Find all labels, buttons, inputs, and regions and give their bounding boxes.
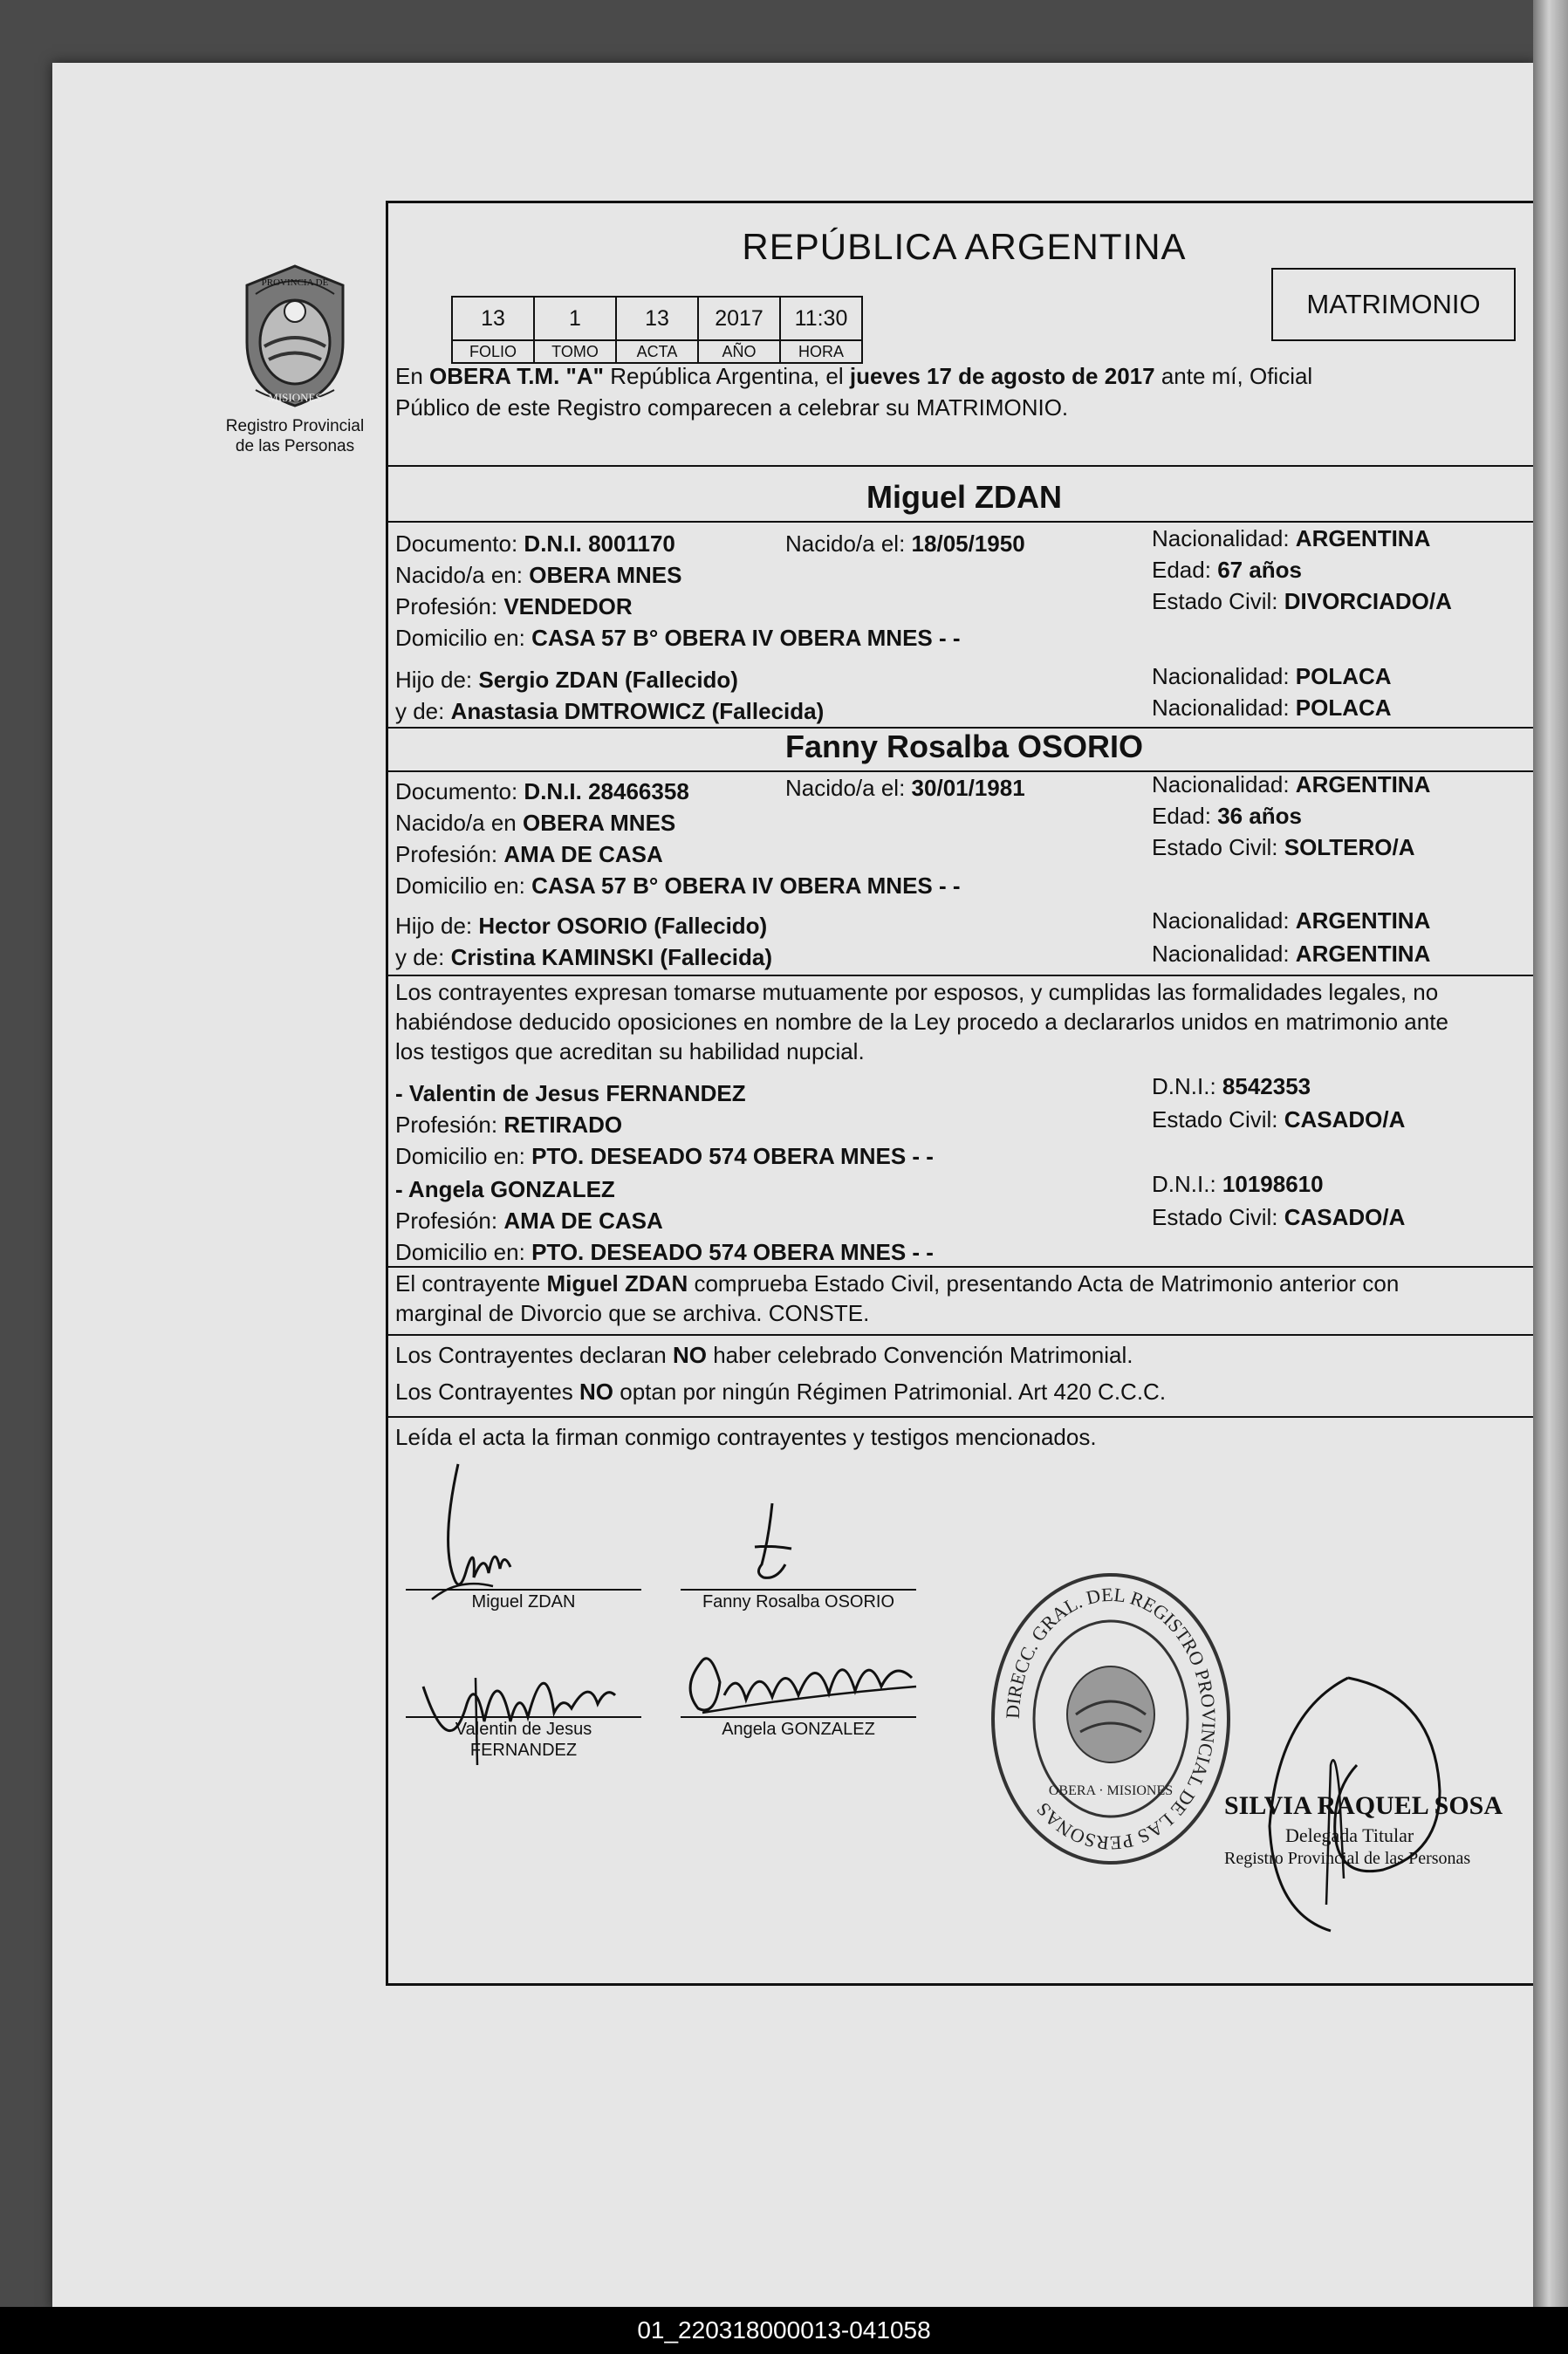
spouse2-mother-nat: ARGENTINA bbox=[1295, 941, 1431, 967]
witness1-addr: PTO. DESEADO 574 OBERA MNES - - bbox=[531, 1143, 934, 1169]
file-id-caption: 01_220318000013-041058 bbox=[0, 2307, 1568, 2354]
spouse2-father-nationality bbox=[1152, 905, 1430, 936]
divider bbox=[388, 465, 1540, 467]
signature-miguel-zdan bbox=[406, 1447, 545, 1612]
spouse2-born-on-label: Nacido/a el: bbox=[785, 775, 906, 801]
intro-line1 bbox=[395, 360, 1312, 392]
spouse2-born-in-value: OBERA MNES bbox=[523, 810, 676, 836]
witness2-profession bbox=[395, 1205, 663, 1236]
certificate-frame bbox=[386, 201, 1543, 1986]
registry-seal bbox=[980, 1566, 1242, 1872]
signature-caption-3b: FERNANDEZ bbox=[469, 1741, 578, 1760]
signature-line bbox=[681, 1716, 916, 1718]
tomo-value: 1 bbox=[534, 297, 616, 340]
witness1-civil: CASADO/A bbox=[1284, 1106, 1406, 1133]
certificate-type-label: MATRIMONIO bbox=[1306, 289, 1481, 319]
witness2-prof-label: Profesión: bbox=[395, 1208, 498, 1234]
spouse1-mother-name: Anastasia DMTROWICZ (Fallecida) bbox=[450, 698, 825, 724]
spouse1-addr: CASA 57 B° OBERA IV OBERA MNES - - bbox=[531, 625, 961, 651]
registry-table bbox=[451, 296, 863, 364]
signature-caption-3a: Valentin de Jesus bbox=[455, 1720, 592, 1739]
witness1-address bbox=[395, 1140, 934, 1172]
convention-line1 bbox=[395, 1339, 1133, 1371]
signature-caption-4: Angela GONZALEZ bbox=[722, 1720, 875, 1739]
witness2-addr: PTO. DESEADO 574 OBERA MNES - - bbox=[531, 1239, 934, 1265]
spouse2-addr: CASA 57 B° OBERA IV OBERA MNES - - bbox=[531, 872, 961, 899]
signature-line bbox=[681, 1589, 916, 1591]
spouse2-age bbox=[1152, 800, 1302, 831]
spouse1-father-nationality bbox=[1152, 660, 1392, 692]
intro-text-1: En bbox=[395, 363, 423, 389]
spouse1-mother-nationality bbox=[1152, 692, 1392, 723]
spouse1-civil-label: Estado Civil: bbox=[1152, 588, 1278, 614]
spouse2-age-label: Edad: bbox=[1152, 803, 1211, 829]
spouse2-mother-name: Cristina KAMINSKI (Fallecida) bbox=[450, 944, 773, 970]
spouse2-prof-label: Profesión: bbox=[395, 841, 498, 867]
civil-proof-text-1: El contrayente bbox=[395, 1270, 541, 1297]
intro-text-3: ante mí, Oficial bbox=[1161, 363, 1313, 389]
witness2-name: - Angela GONZALEZ bbox=[395, 1176, 615, 1202]
registry-logo bbox=[208, 259, 382, 456]
spouse1-addr-label: Domicilio en: bbox=[395, 625, 525, 651]
spouse2-born-in bbox=[395, 807, 675, 838]
witness1-prof: RETIRADO bbox=[503, 1112, 623, 1138]
spouse1-age-label: Edad: bbox=[1152, 557, 1211, 583]
witness2-prof: AMA DE CASA bbox=[503, 1208, 663, 1234]
signature-fanny-osorio bbox=[737, 1495, 807, 1591]
acta-value: 13 bbox=[616, 297, 698, 340]
spouse1-doc: D.N.I. 8001170 bbox=[524, 530, 675, 557]
spouse2-nat: ARGENTINA bbox=[1295, 771, 1431, 797]
official-role: Delegada Titular bbox=[1285, 1824, 1414, 1846]
spouse2-address bbox=[395, 870, 961, 901]
intro-place: OBERA T.M. "A" bbox=[429, 363, 604, 389]
divider bbox=[388, 1334, 1540, 1336]
spouse1-father-name: Sergio ZDAN (Fallecido) bbox=[478, 667, 738, 693]
spouse1-document bbox=[395, 528, 675, 559]
seal-ring-text: DIRECC. GRAL. DEL REGISTRO PROVINCIAL DE LAS PERSONAS bbox=[1001, 1583, 1221, 1855]
witness1-civil-status bbox=[1152, 1104, 1405, 1135]
spouse1-civil-status bbox=[1152, 585, 1452, 617]
ano-label: AÑO bbox=[698, 340, 780, 363]
spouse1-nat-label: Nacionalidad: bbox=[1152, 525, 1290, 551]
spouse2-name: Fanny Rosalba OSORIO bbox=[784, 729, 1144, 764]
spouse1-doc-label: Documento: bbox=[395, 530, 518, 557]
certificate-type-box bbox=[1271, 268, 1516, 341]
witness1-civil-label: Estado Civil: bbox=[1152, 1106, 1278, 1133]
convention-text-2: haber celebrado Convención Matrimonial. bbox=[713, 1342, 1133, 1368]
spouse1-prof: VENDEDOR bbox=[503, 593, 633, 619]
convention-no-1: NO bbox=[672, 1342, 707, 1368]
witness1-name: - Valentin de Jesus FERNANDEZ bbox=[395, 1080, 746, 1106]
witness2-civil-status bbox=[1152, 1201, 1405, 1233]
binding-edge bbox=[1533, 0, 1568, 2312]
spouse2-prof: AMA DE CASA bbox=[503, 841, 663, 867]
signature-caption-2: Fanny Rosalba OSORIO bbox=[702, 1592, 895, 1612]
spouse1-born-in-value: OBERA MNES bbox=[529, 562, 682, 588]
hora-value: 11:30 bbox=[780, 297, 862, 340]
intro-line2: Público de este Registro comparecen a celebrar su MATRIMONIO. bbox=[395, 394, 1069, 421]
spouse2-mother bbox=[395, 941, 772, 973]
witness1-prof-label: Profesión: bbox=[395, 1112, 498, 1138]
witness2-dni-value: 10198610 bbox=[1222, 1171, 1324, 1197]
witness2-civil-label: Estado Civil: bbox=[1152, 1204, 1278, 1230]
divider bbox=[388, 1416, 1540, 1418]
spouse1-nat: ARGENTINA bbox=[1295, 525, 1431, 551]
spouse1-father-label: Hijo de: bbox=[395, 667, 473, 693]
spouse2-civil-status bbox=[1152, 831, 1414, 863]
spouse1-father bbox=[395, 664, 738, 695]
spouse1-born-in bbox=[395, 559, 682, 591]
witness1-addr-label: Domicilio en: bbox=[395, 1143, 525, 1169]
spouse1-civil: DIVORCIADO/A bbox=[1284, 588, 1452, 614]
civil-proof-text-2: comprueba Estado Civil, presentando Acta de Matrimonio anterior con bbox=[694, 1270, 1400, 1297]
spouse2-age-value: 36 años bbox=[1217, 803, 1303, 829]
declaration-line3: los testigos que acreditan su habilidad nupcial. bbox=[395, 1038, 865, 1064]
spouse2-born-on-value: 30/01/1981 bbox=[911, 775, 1025, 801]
witness2-dni-label: D.N.I.: bbox=[1152, 1171, 1216, 1197]
civil-proof-name: Miguel ZDAN bbox=[546, 1270, 688, 1297]
page-title: REPÚBLICA ARGENTINA bbox=[742, 226, 1187, 267]
spouse2-addr-label: Domicilio en: bbox=[395, 872, 525, 899]
spouse1-born-on-label: Nacido/a el: bbox=[785, 530, 906, 557]
convention-text-3: Los Contrayentes bbox=[395, 1379, 573, 1405]
spouse1-mother-nat: POLACA bbox=[1295, 695, 1392, 721]
spouse2-mother-nationality bbox=[1152, 938, 1430, 969]
witness1-dni-label: D.N.I.: bbox=[1152, 1073, 1216, 1099]
witness2-addr-label: Domicilio en: bbox=[395, 1239, 525, 1265]
official-office: Registro Provincial de las Personas bbox=[1224, 1849, 1471, 1868]
spouse1-father-nat-label: Nacionalidad: bbox=[1152, 663, 1290, 689]
spouse1-age bbox=[1152, 554, 1302, 585]
spouse1-nationality bbox=[1152, 523, 1430, 554]
folio-value: 13 bbox=[452, 297, 534, 340]
spouse2-mother-nat-label: Nacionalidad: bbox=[1152, 941, 1290, 967]
intro-text-2: República Argentina, el bbox=[610, 363, 844, 389]
ano-value: 2017 bbox=[698, 297, 780, 340]
spouse1-mother bbox=[395, 695, 824, 727]
tomo-label: TOMO bbox=[534, 340, 616, 363]
spouse1-profession bbox=[395, 591, 633, 622]
spouse2-civil: SOLTERO/A bbox=[1284, 834, 1415, 860]
spouse2-mother-label: y de: bbox=[395, 944, 445, 970]
witness1-dni-value: 8542353 bbox=[1222, 1073, 1311, 1099]
spouse2-born-on bbox=[785, 772, 1025, 804]
closing-statement: Leída el acta la firman conmigo contrayentes y testigos mencionados. bbox=[395, 1424, 1097, 1450]
spouse2-civil-label: Estado Civil: bbox=[1152, 834, 1278, 860]
coat-of-arms-icon bbox=[229, 259, 360, 412]
spouse2-father-nat: ARGENTINA bbox=[1295, 907, 1431, 934]
spouse2-father-nat-label: Nacionalidad: bbox=[1152, 907, 1290, 934]
seal-inner-text: OBERA · MISIONES bbox=[1048, 1783, 1174, 1798]
spouse2-born-in-label: Nacido/a en bbox=[395, 810, 517, 836]
acta-label: ACTA bbox=[616, 340, 698, 363]
spouse2-nationality bbox=[1152, 769, 1430, 800]
logo-arc-bottom: MISIONES bbox=[268, 391, 322, 404]
logo-caption-line1: Registro Provincial bbox=[225, 417, 365, 435]
spouse1-mother-nat-label: Nacionalidad: bbox=[1152, 695, 1290, 721]
convention-line2 bbox=[395, 1376, 1166, 1407]
logo-arc-top: PROVINCIA DE bbox=[261, 277, 329, 288]
spouse1-father-nat: POLACA bbox=[1295, 663, 1392, 689]
witness2-dni bbox=[1152, 1168, 1324, 1200]
spouse2-doc-label: Documento: bbox=[395, 778, 518, 804]
convention-no-2: NO bbox=[579, 1379, 614, 1405]
signature-line bbox=[406, 1716, 641, 1718]
spouse1-born-in-label: Nacido/a en: bbox=[395, 562, 523, 588]
hora-label: HORA bbox=[780, 340, 862, 363]
spouse1-prof-label: Profesión: bbox=[395, 593, 498, 619]
spouse1-name: Miguel ZDAN bbox=[866, 479, 1062, 515]
witness2-address bbox=[395, 1236, 934, 1268]
spouse2-father-label: Hijo de: bbox=[395, 913, 473, 939]
declaration-line1: Los contrayentes expresan tomarse mutuamente por esposos, y cumplidas las formalidades legales, no bbox=[395, 979, 1439, 1005]
convention-text-4: optan por ningún Régimen Patrimonial. Art 420 C.C.C. bbox=[620, 1379, 1167, 1405]
civil-proof-line2: marginal de Divorcio que se archiva. CONSTE. bbox=[395, 1300, 870, 1326]
convention-text-1: Los Contrayentes declaran bbox=[395, 1342, 667, 1368]
spouse1-mother-label: y de: bbox=[395, 698, 445, 724]
spouse2-father-name: Hector OSORIO (Fallecido) bbox=[478, 913, 768, 939]
spouse1-age-value: 67 años bbox=[1217, 557, 1303, 583]
spouse1-born-on-value: 18/05/1950 bbox=[911, 530, 1025, 557]
intro-date: jueves 17 de agosto de 2017 bbox=[849, 363, 1155, 389]
official-name: SILVIA RAQUEL SOSA bbox=[1224, 1791, 1503, 1820]
signature-caption-1: Miguel ZDAN bbox=[471, 1592, 576, 1612]
witness1-dni bbox=[1152, 1071, 1311, 1102]
spouse2-nat-label: Nacionalidad: bbox=[1152, 771, 1290, 797]
declaration-line2: habiéndose deducido oposiciones en nombre de la Ley procedo a declararlos unidos en matrimonio ante bbox=[395, 1009, 1448, 1035]
witness2-civil: CASADO/A bbox=[1284, 1204, 1406, 1230]
logo-caption-line2: de las Personas bbox=[235, 437, 355, 455]
spouse2-doc: D.N.I. 28466358 bbox=[524, 778, 689, 804]
spouse1-born-on bbox=[785, 528, 1025, 559]
spouse2-document bbox=[395, 776, 689, 807]
document-page bbox=[52, 63, 1536, 2310]
witness1-profession bbox=[395, 1109, 622, 1140]
civil-proof-line1 bbox=[395, 1268, 1399, 1299]
spouse2-father bbox=[395, 910, 767, 941]
spouse1-address bbox=[395, 622, 961, 654]
signature-line bbox=[406, 1589, 641, 1591]
folio-label: FOLIO bbox=[452, 340, 534, 363]
spouse2-profession bbox=[395, 838, 663, 870]
